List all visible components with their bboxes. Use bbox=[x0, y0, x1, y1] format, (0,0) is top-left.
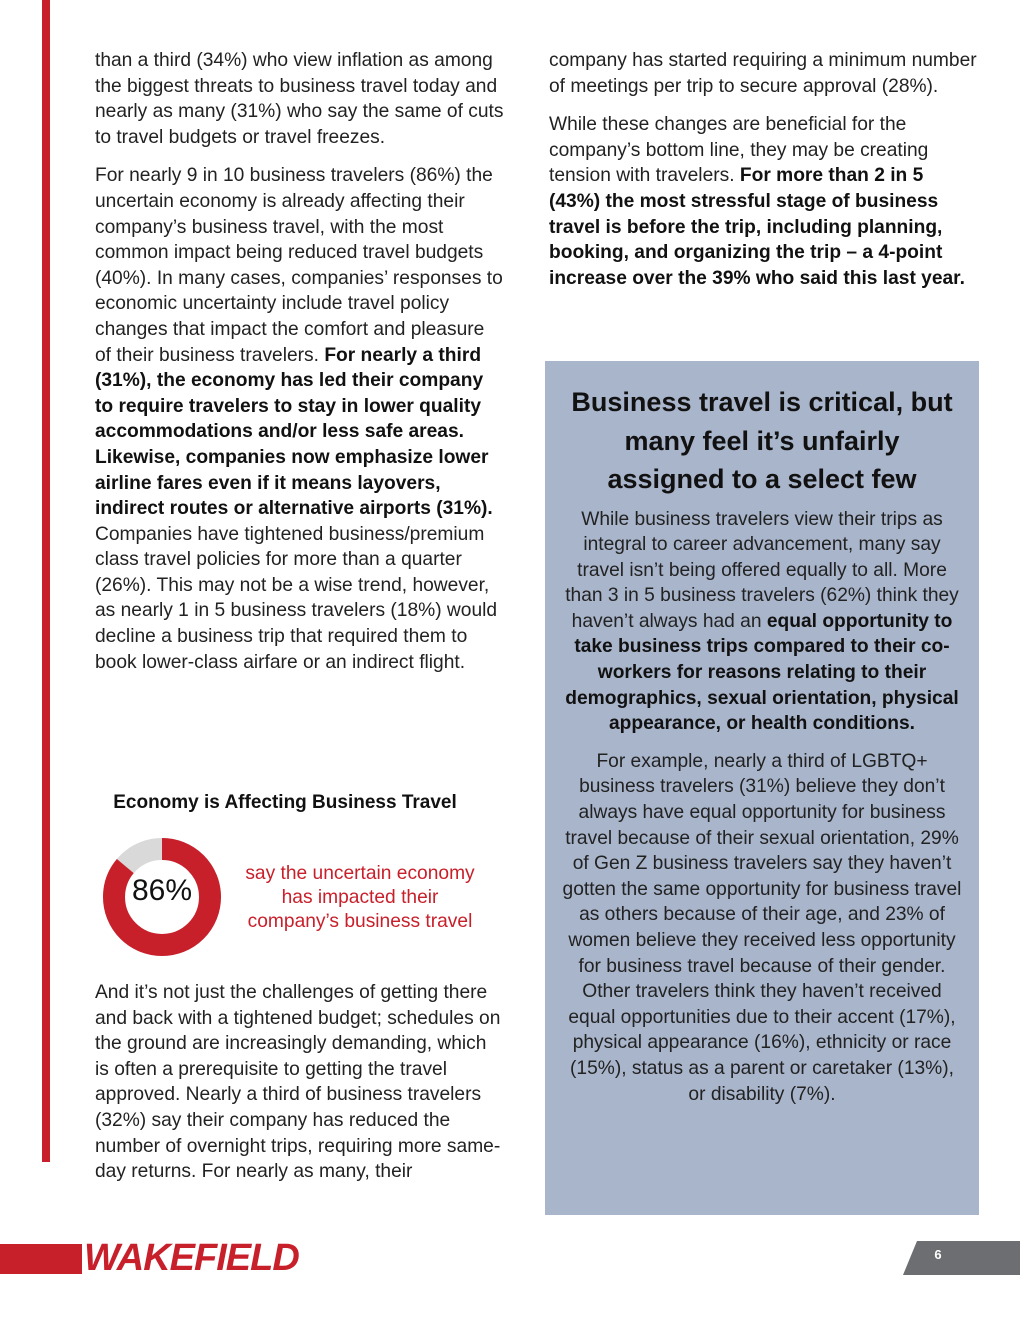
callout-heading: Business travel is critical, but many feel it’s unfairly assigned to a select few bbox=[571, 387, 953, 494]
left-paragraph-1: than a third (34%) who view inflation as among the biggest threats to business travel today and nearly as many (31%) who say the same of cuts to travel budgets or travel freezes. bbox=[95, 50, 504, 148]
chart-caption: say the uncertain economy has impacted their company’s business travel bbox=[245, 863, 475, 932]
right-paragraph-2-bold: For more than 2 in 5 (43%) the most stressful stage of business travel is before the trip, including planning, booking, and organizing the trip – a 4-point increase over the 39% who said this last year. bbox=[549, 165, 965, 289]
donut-value-label: 86% bbox=[131, 874, 193, 907]
left-accent-bar bbox=[42, 0, 50, 1162]
callout-paragraph-1-text: While business travelers view their trips as integral to career advancement, many say travel isn’t being offered equally to all. More than 3 in 5 business travelers (62%) think they haven’t always had an bbox=[565, 508, 959, 632]
callout-paragraph-2: For example, nearly a third of LGBTQ+ business travelers (31%) believe they don’t always have equal opportunity for business travel because of their sexual orientation, 29% of Gen Z business travelers say they haven’t gotten the same opportunity for business travel as others because of their age, and 23% of women believe they received less opportunity for business travel because of their gender. Other travelers think they haven’t received equal opportunities due to their accent (17%), physical appearance (16%), ethnicity or race (15%), status as a parent or caretaker (13%), or disability (7%). bbox=[562, 750, 962, 1105]
left-bottom-paragraph: And it’s not just the challenges of getting there and back with a tightened budget; schedules on the ground are increasingly demanding, which is often a prerequisite to getting the travel approved. Nearly a third of business travelers (32%) say their company has reduced the number of overnight trips, requiring more same-day returns. For nearly as many, their bbox=[95, 982, 501, 1183]
callout-paragraph-1 bbox=[559, 507, 965, 737]
left-paragraph-2-tail: Companies have tightened business/premium class travel policies for more than a quarter (26%). This may not be a wise trend, however, as nearly 1 in 5 business travelers (18%) would decline a business trip that required them to book lower-class airfare or an indirect flight. bbox=[95, 523, 498, 673]
right-column bbox=[549, 48, 979, 304]
callout-box bbox=[545, 361, 979, 1215]
callout-paragraph-1-bold: equal opportunity to take business trips compared to their co-workers for reasons relating to their demographics, sexual orientation, physical appearance, or health conditions. bbox=[565, 610, 959, 735]
left-paragraph-2-bold: For nearly a third (31%), the economy has led their company to require travelers to stay in lower quality accommodations and/or less safe areas. Likewise, companies now emphasize lower airline fares even if it means layovers, indirect routes or alternative airports (31%). bbox=[95, 344, 493, 520]
left-paragraph-2-text: For nearly 9 in 10 business travelers (86%) the uncertain economy is already affecting their company’s business travel, with the most common impact being reduced travel budgets (40%). In many cases, companies’ responses to economic uncertainty include travel policy changes that impact the comfort and pleasure of their business travelers. bbox=[95, 165, 503, 366]
right-paragraph-2 bbox=[549, 112, 979, 291]
left-column bbox=[95, 48, 505, 688]
chart-title: Economy is Affecting Business Travel bbox=[113, 792, 457, 813]
page-number: 6 bbox=[934, 1247, 942, 1262]
page-number-tab bbox=[903, 1241, 1020, 1275]
wakefield-logo: WAKEFIELD bbox=[84, 1237, 299, 1279]
economy-chart bbox=[95, 792, 505, 972]
right-paragraph-1: company has started requiring a minimum number of meetings per trip to secure approval (28%). bbox=[549, 50, 977, 97]
left-paragraph-2 bbox=[95, 163, 505, 675]
right-paragraph-2-text: While these changes are beneficial for the company’s bottom line, they may be creating tension with travelers. bbox=[549, 114, 929, 187]
footer-red-bar bbox=[0, 1244, 82, 1274]
